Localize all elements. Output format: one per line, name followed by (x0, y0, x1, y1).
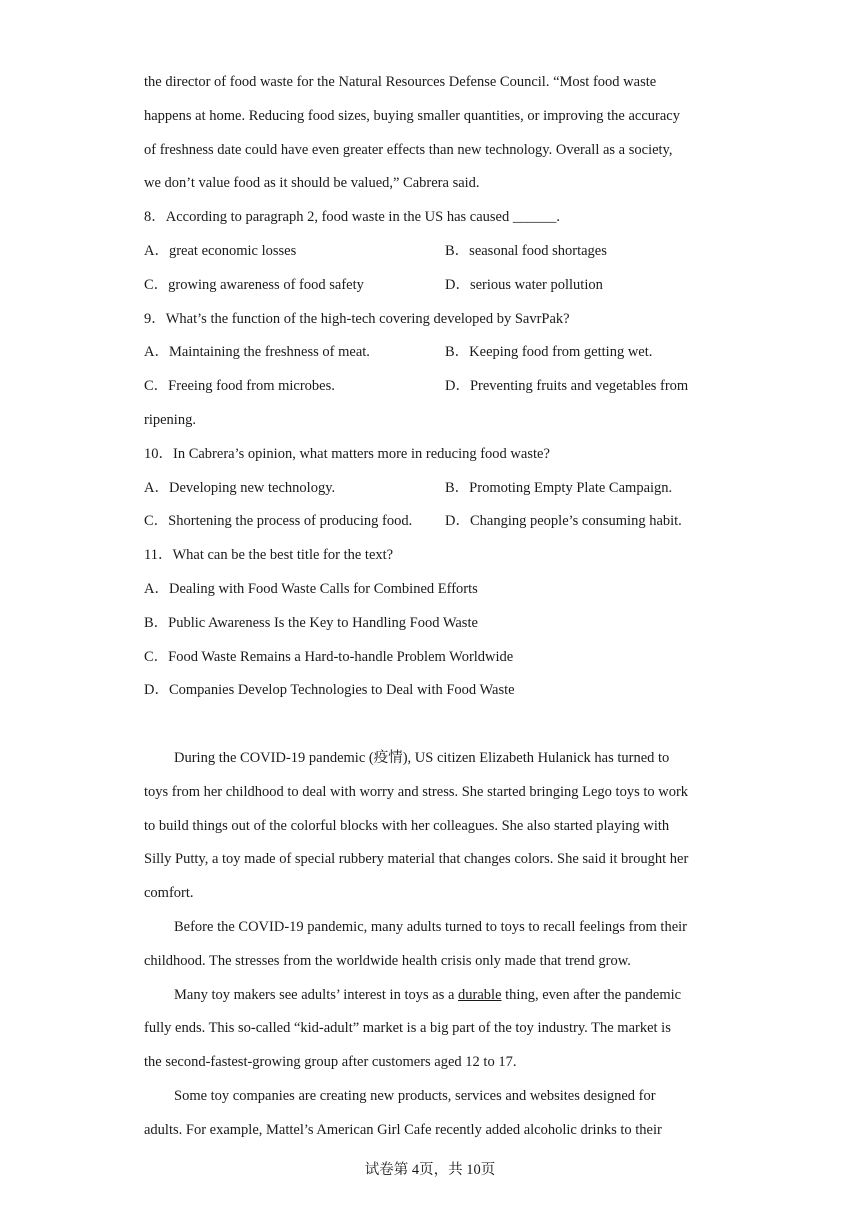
passage-line: comfort. (144, 885, 194, 902)
passage-line: Some toy companies are creating new products, services and websites designed for (174, 1087, 656, 1104)
question-8-options-row1 (144, 235, 719, 269)
page-content (144, 66, 719, 1148)
passage-line: childhood. The stresses from the worldwide health crisis only made that trend grow. (144, 952, 631, 969)
passage-line: During the COVID-19 pandemic (疫情), US citizen Elizabeth Hulanick has turned to (174, 749, 670, 766)
text-segment: Many toy makers see adults’ interest in toys as a (174, 986, 459, 1003)
option-b: B．Public Awareness Is the Key to Handling Food Waste (144, 614, 478, 631)
option-d: D．serious water pollution (445, 276, 603, 293)
question-9-stem: 9．What’s the function of the high-tech covering developed by SavrPak? (144, 310, 570, 327)
option-d: D．Changing people’s consuming habit. (445, 513, 682, 530)
option-b: B．Keeping food from getting wet. (445, 344, 653, 361)
passage-line: fully ends. This so-called “kid-adult” market is a big part of the toy industry. The market is (144, 1020, 671, 1037)
passage-line: happens at home. Reducing food sizes, buying smaller quantities, or improving the accuracy (144, 107, 680, 124)
passage-line (144, 979, 719, 1013)
underlined-word: durable (458, 986, 502, 1003)
option-c: C．Food Waste Remains a Hard-to-handle Problem Worldwide (144, 648, 514, 665)
text-segment: thing, even after the pandemic (501, 986, 682, 1003)
question-10-options-row1 (144, 472, 719, 506)
question-11-stem: 11．What can be the best title for the text? (144, 547, 394, 564)
question-9-options-row2 (144, 370, 719, 404)
option-c: C．Freeing food from microbes. (144, 378, 335, 395)
question-10-options-row2 (144, 505, 719, 539)
question-8-options-row2 (144, 269, 719, 303)
passage-line: of freshness date could have even greater effects than new technology. Overall as a society, (144, 141, 673, 158)
passage-line: Silly Putty, a toy made of special rubbery material that changes colors. She said it brought her (144, 851, 689, 868)
option-b: B．seasonal food shortages (445, 242, 607, 259)
passage-line: we don’t value food as it should be valued,” Cabrera said. (144, 175, 480, 192)
question-9-options-row1 (144, 336, 719, 370)
section-spacer (144, 708, 719, 742)
page-footer: 试卷第 4页，共 10页 (364, 1162, 496, 1178)
question-10-stem: 10．In Cabrera’s opinion, what matters more in reducing food waste? (144, 445, 550, 462)
option-d: D．Companies Develop Technologies to Deal with Food Waste (144, 682, 515, 699)
passage-line: to build things out of the colorful blocks with her colleagues. She also started playing with (144, 817, 670, 834)
passage-line: the director of food waste for the Natural Resources Defense Council. “Most food waste (144, 74, 657, 90)
option-a: A．Dealing with Food Waste Calls for Combined Efforts (144, 580, 478, 597)
option-c: C．growing awareness of food safety (144, 276, 364, 293)
option-a: A．Developing new technology. (144, 479, 336, 496)
passage-line: toys from her childhood to deal with worry and stress. She started bringing Lego toys to work (144, 783, 689, 800)
passage-line: Before the COVID-19 pandemic, many adults turned to toys to recall feelings from their (174, 918, 687, 935)
option-a: A．Maintaining the freshness of meat. (144, 344, 370, 361)
passage-line: adults. For example, Mattel’s American Girl Cafe recently added alcoholic drinks to their (144, 1121, 662, 1138)
passage-line: the second-fastest-growing group after customers aged 12 to 17. (144, 1054, 517, 1071)
option-c: C．Shortening the process of producing food. (144, 513, 413, 530)
option-d-continuation: ripening. (144, 411, 196, 428)
option-b: B．Promoting Empty Plate Campaign. (445, 479, 673, 496)
option-d: D．Preventing fruits and vegetables from (445, 378, 689, 395)
question-8-stem: 8．According to paragraph 2, food waste in the US has caused ______. (144, 209, 560, 226)
option-a: A．great economic losses (144, 242, 297, 259)
